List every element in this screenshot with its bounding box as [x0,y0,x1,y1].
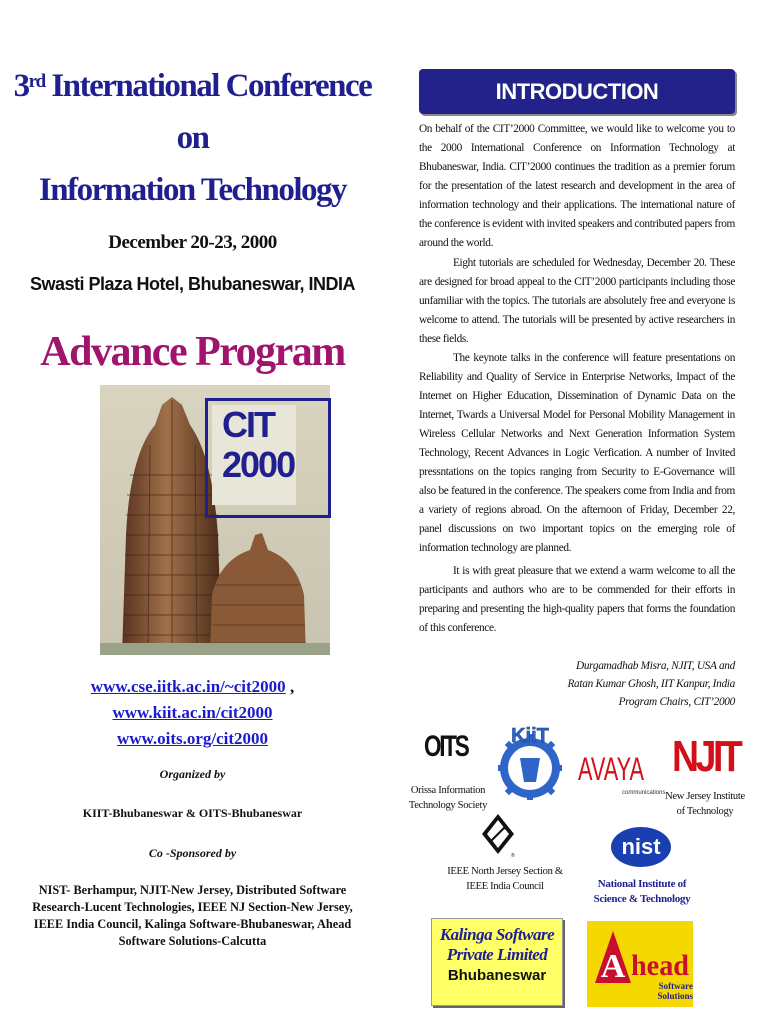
program-chairs [500,657,735,711]
conference-venue: Swasti Plaza Hotel, Bhubaneswar, INDIA [29,274,356,294]
njit-caption-line1: New Jersey Institute [665,791,745,802]
link-separator: , [285,677,295,696]
kalinga-line2: Private Limited [446,945,548,964]
ieee-logo [480,812,516,858]
nist-caption [592,877,692,907]
link-oits[interactable]: www.oits.org/cit2000 [116,729,269,748]
avaya-logo-text: AVAYA [578,751,645,787]
ieee-caption-line1: IEEE North Jersey Section & [447,866,563,877]
kalinga-line3: Bhubaneswar [447,967,547,984]
website-links [0,674,385,752]
cit-badge-line1: CIT [222,404,274,445]
ieee-caption [440,864,570,894]
ahead-logo-text: head [631,949,690,982]
cosponsored-by-label: Co -Sponsored by [148,846,237,860]
intro-paragraph-2: Eight tutorials are scheduled for Wednesday, December 20. These are designed for broad appeal to the CIT’2000 participants including those unfamiliar with the topics. The tutorials are absolutely free and everyone is welcome to attend. The tutorials will be presented by active researchers in these fields. [419,257,735,345]
title-ordinal-suffix: rd [28,71,45,92]
ahead-logo-sub: Software Solutions [657,981,693,1001]
intro-paragraph-4: It is with great pleasure that we extend a warm welcome to all the participants and authors who are to be commended for their efforts in preparing and presenting the high-quality papers that forms the foundation of this conference. [419,565,735,634]
ieee-caption-line2: IEEE India Council [466,881,544,892]
nist-caption-line2: Science & Technology [593,893,691,905]
cit-badge-line2: 2000 [222,444,295,485]
ahead-logo-a: A [600,948,626,985]
intro-paragraph-3: The keynote talks in the conference will feature presentations on Reliability and Quality of Service in Enterprise Networks, Impact of the Internet on Higher Education, Dissemination of Dynamic Data on the Internet, Twards a Universal Model for Personal Mobility Management in Wireless Cellular Networks and Next Generation Information System Technology, Recent Advances in Logic Verfication. A number of Invited pressntations on the topics ranging from Security to E-Governance will also be featured in the conference. The speakers come from India and from a variety of regions abroad. On the afternoon of Friday, December 22, panel discussions on two important topics on the emerging role of information technology are planned. [419,352,735,554]
avaya-logo-sub: communications [622,790,666,796]
oits-caption-line2: Technology Society [408,800,488,811]
nist-logo-text: nist [621,834,661,859]
conference-title [0,60,385,216]
kiit-logo-text: KiiT [511,725,549,747]
chair-line-3: Program Chairs, CIT’2000 [618,696,735,708]
link-kiit[interactable]: www.kiit.ac.in/cit2000 [112,703,273,722]
oits-caption-line1: Orissa Information [410,785,486,796]
kalinga-logo [431,918,563,1006]
cosponsors-text: NIST- Berhampur, NJIT-New Jersey, Distributed Software Research-Lucent Technologies, IEEE NJ Section-New Jersey, IEEE India Council, Kalinga Software-Bhubaneswar, Ahead Software Solutions-Calcutta [32,883,353,948]
nist-caption-line1: National Institute of [597,878,687,890]
avaya-logo [578,744,666,796]
kalinga-line1: Kalinga Software [439,925,555,944]
program-title: Advance Program [40,329,345,375]
organizers-text: KIIT-Bhubaneswar & OITS-Bhubaneswar [82,806,303,820]
chair-line-1: Durgamadhab Misra, NJIT, USA and [575,660,735,672]
chair-line-2: Ratan Kumar Ghosh, IIT Kanpur, India [567,678,735,690]
ahead-logo [587,921,693,1007]
nist-logo [610,826,672,868]
njit-caption [655,789,755,819]
oits-logo: OITS [424,730,468,763]
title-line2: on [176,120,209,156]
svg-text:®: ® [511,853,515,858]
oits-caption [408,783,488,813]
title-line1: International Conference [51,68,372,104]
njit-caption-line2: of Technology [676,806,734,817]
title-line3: Information Technology [38,172,347,208]
kiit-logo [496,722,564,802]
organized-by-label: Organized by [159,767,226,781]
intro-paragraph-1: On behalf of the CIT’2000 Committee, we would like to welcome you to the 2000 International Conference on Information Technology at Bhubaneswar, India. CIT’2000 continues the tradition as a premier forum for the presentation of the latest research and development in the area of information technology and their applications. The international nature of the conference is evident with invited speakers and contributed papers from around the world. [419,123,735,249]
introduction-heading: INTRODUCTION [419,69,735,114]
njit-logo: NJIT [672,732,740,781]
conference-dates: December 20-23, 2000 [108,232,277,253]
cit-badge [212,405,296,505]
ahead-logo-mark [587,925,693,985]
link-iitk[interactable]: www.cse.iitk.ac.in/~cit2000 [90,677,286,696]
title-ordinal: 3 [13,68,29,104]
